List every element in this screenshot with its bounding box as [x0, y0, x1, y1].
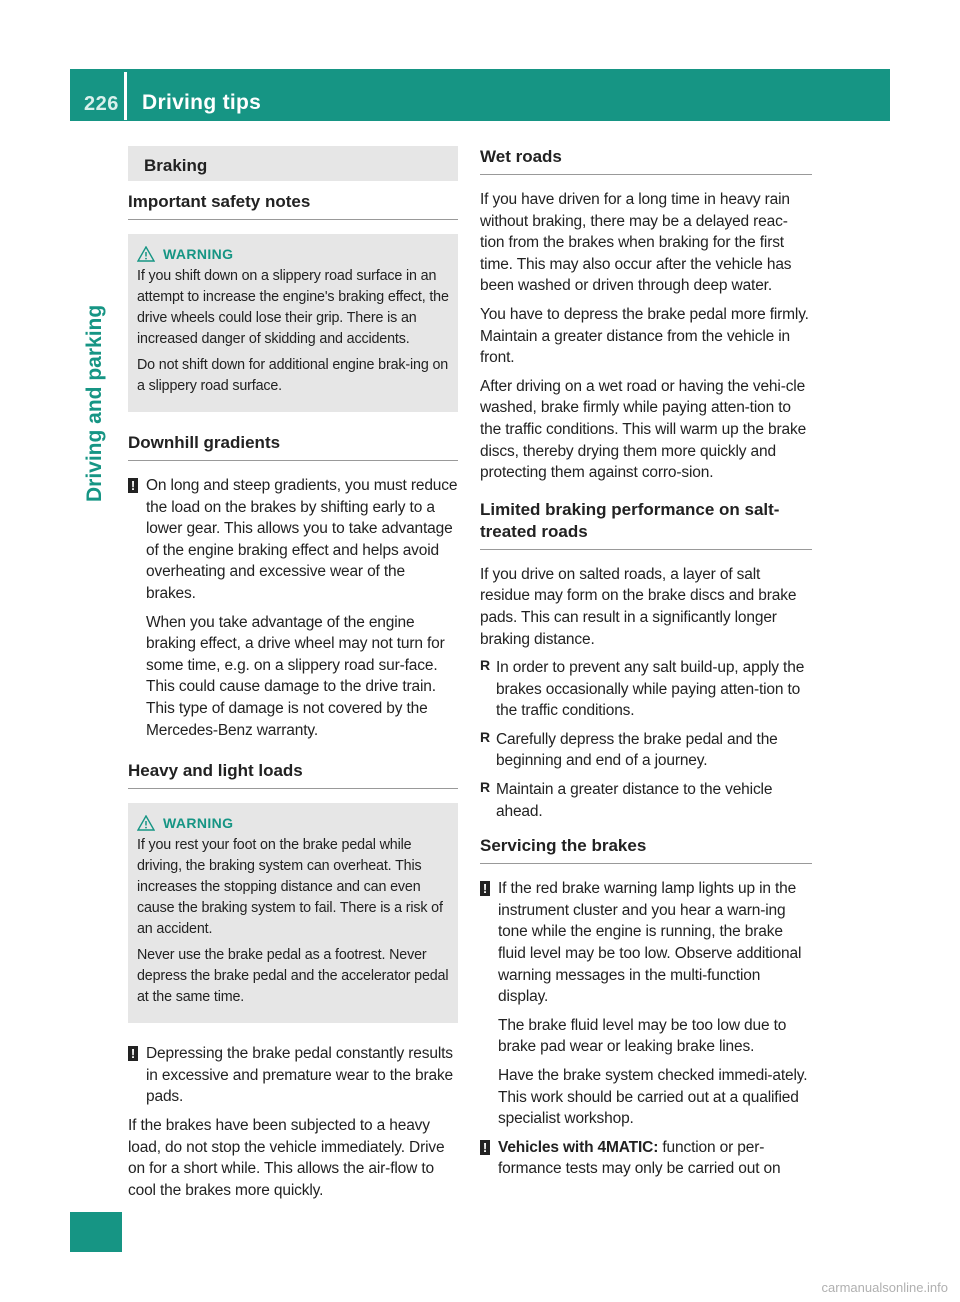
warning-title: WARNING — [163, 815, 234, 832]
list-item-text: Carefully depress the brake pedal and the beginning and end of a journey. — [496, 730, 778, 770]
note-text — [498, 1137, 812, 1180]
note-4matic — [480, 1137, 812, 1180]
bullet-icon: R — [480, 779, 491, 796]
warning-text: If you shift down on a slippery road surface in an attempt to increase the engine's braking effect, the drive wheels could lose their grip. There is an increased danger of skidding and accidents. — [137, 268, 449, 347]
warning-triangle-icon — [137, 246, 155, 262]
side-tab-marker — [70, 1212, 122, 1252]
note-text: When you take advantage of the engine braking effect, a drive wheel may not turn for some time, e.g. on a slippery road sur-face. This could cause damage to the drive train. This type of damage is not covered by the Mercedes-Benz warranty. — [146, 613, 445, 739]
warning-text: Do not shift down for additional engine brak-ing on a slippery road surface. — [137, 357, 449, 394]
list-item — [480, 729, 812, 772]
header-divider — [124, 72, 127, 120]
warning-text: If you rest your foot on the brake pedal while driving, the braking system can overheat. This increases the stopping distance and can even cause the braking system to fail. There is a risk of an accident. — [137, 837, 443, 938]
warning-box-shift — [128, 234, 458, 412]
list-item — [480, 657, 812, 722]
note-servicing — [480, 878, 812, 1130]
note-text: On long and steep gradients, you must reduce the load on the brakes by shifting early to a lower gear. This allows you to take advantage of the engine braking effect and helps avoid overheating and excessive wear of the brakes. — [146, 477, 458, 602]
note-downhill — [128, 475, 458, 741]
list-item-text: In order to prevent any salt build-up, apply the brakes occasionally while paying atten-tion to the traffic conditions. — [496, 659, 805, 720]
heading-salt-roads: Limited braking performance on salt-treated roads — [480, 499, 812, 550]
page-number: 226 — [84, 93, 119, 115]
body-text: If you drive on salted roads, a layer of salt residue may form on the brake discs and brake pads. This can result in a significantly longer braking distance. — [480, 565, 797, 648]
right-column — [480, 146, 812, 1187]
exclamation-icon: ! — [480, 881, 490, 896]
bullet-icon: R — [480, 728, 491, 745]
watermark: carmanualsonline.info — [821, 1280, 948, 1295]
heading-safety-notes: Important safety notes — [128, 191, 458, 220]
body-text: If you have driven for a long time in heavy rain without braking, there may be a delayed reac-tion from the brakes when braking for the first time. This may also occur after the vehicle has been washed or driven through deep water. — [480, 191, 792, 295]
warning-title: WARNING — [163, 246, 234, 262]
list-item-text: Maintain a greater distance to the vehicle ahead. — [496, 781, 773, 820]
heading-downhill: Downhill gradients — [128, 432, 458, 461]
warning-text: Never use the brake pedal as a footrest. Never depress the brake pedal and the accelerator pedal at the same time. — [137, 947, 449, 1006]
body-text: After driving on a wet road or having the vehi-cle washed, brake firmly while paying atten-tion to the traffic conditions. This will warm up the brake discs, thereby drying them more quickly and protecting them against corro-sion. — [480, 377, 807, 482]
side-tab-label — [83, 282, 113, 502]
heading-wet-roads: Wet roads — [480, 146, 812, 175]
exclamation-icon: ! — [128, 1046, 138, 1061]
warning-header — [137, 815, 450, 831]
exclamation-icon: ! — [480, 1140, 490, 1155]
bullet-icon: R — [480, 657, 491, 674]
page-title: Driving tips — [142, 91, 262, 114]
warning-box-pedal — [128, 803, 458, 1023]
heading-servicing: Servicing the brakes — [480, 835, 812, 864]
warning-triangle-icon — [137, 815, 155, 831]
note-text: Depressing the brake pedal constantly results in excessive and premature wear to the brake pads. — [146, 1045, 454, 1106]
warning-header — [137, 246, 450, 262]
left-column — [128, 146, 458, 1208]
note-heavy-loads — [128, 1043, 458, 1108]
note-text: The brake fluid level may be too low due to brake pad wear or leaking brake lines. — [498, 1016, 787, 1056]
note-text-inline: function or per-formance tests may only be carried out on — [498, 1138, 781, 1178]
heading-heavy-loads: Heavy and light loads — [128, 760, 458, 789]
note-text: Have the brake system checked immedi-ately. This work should be carried out at a qualified specialist workshop. — [498, 1067, 808, 1128]
side-tab-text: Driving and parking — [83, 304, 106, 502]
list-item — [480, 779, 812, 822]
note-label: Vehicles with 4MATIC: — [498, 1138, 659, 1156]
body-text: If the brakes have been subjected to a heavy load, do not stop the vehicle immediately. Drive on for a short while. This allows the air-flow to cool the brakes more quickly. — [128, 1116, 445, 1199]
section-title-braking: Braking — [128, 146, 458, 181]
body-text: You have to depress the brake pedal more firmly. Maintain a greater distance from the vehicle in front. — [480, 305, 809, 367]
exclamation-icon: ! — [128, 478, 138, 493]
note-text: If the red brake warning lamp lights up in the instrument cluster and you hear a warn-ing tone while the engine is running, the brake fluid level may be too low. Observe additional warning messages in the multi-function display. — [498, 880, 802, 1006]
